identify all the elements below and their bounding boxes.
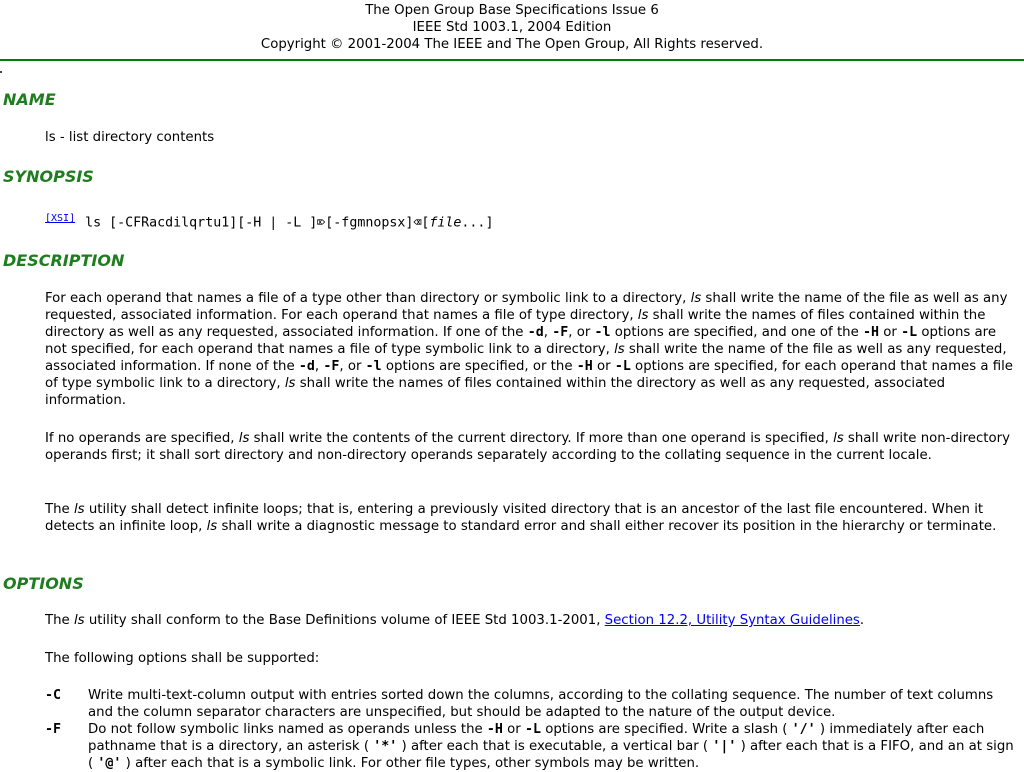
header-line-2: IEEE Std 1003.1, 2004 Edition — [412, 20, 612, 35]
description-paragraph-2: If no operands are specified, ls shall write the contents of the current directory. If more than one operand is specified, ls shall write non-directory operands first; it shall sort directory and non-directory operands separately according to the collating sequence in the current locale. — [45, 431, 1010, 463]
options-paragraph-1: The ls utility shall conform to the Base Definitions volume of IEEE Std 1003.1-2001, Section 12.2, Utility Syntax Guidelines. — [45, 613, 865, 628]
description-paragraph-1: For each operand that names a file of a type other than directory or symbolic link to a directory, ls shall write the name of the file as well as any requested, associated information. For each operand that names a file of type directory, ls shall write the names of files contained within the directory as well as any requested, associated information. If one of the -d, -F, or -l options are specified, and one of the -H or -L options are not specified, for each operand that names a file of type symbolic link to a directory, ls shall write the name of the file as well as any requested, associated information. If none of the -d, -F, or -l options are specified, or the -H or -L options are specified, for each operand that names a file of type symbolic link to a directory, ls shall write the names of files contained within the directory as well as any requested, associated information. — [45, 291, 1013, 408]
synopsis-command: [XSI] ls [-CFRacdilqrtu1][-H | -L ]⌦[-fgmnopsx]⌫[file...] — [45, 213, 494, 231]
description-paragraph-3: The ls utility shall detect infinite loops; that is, entering a previously visited directory that is an ancestor of the last file encountered. When it detects an infinite loop, ls shall write a diagnostic message to standard error and shall either recover its position in the hierarchy or terminate. — [45, 502, 997, 534]
synopsis-cmd: ls [-CFRacdilqrtu1][-H | -L ] — [85, 215, 318, 231]
options-paragraph-2: The following options shall be supported: — [45, 651, 320, 666]
margin-dot — [0, 71, 2, 73]
option-F — [45, 721, 1020, 772]
header-line-3: Copyright © 2001-2004 The IEEE and The Open Group, All Rights reserved. — [260, 37, 764, 52]
option-description: Write multi-text-column output with entries sorted down the columns, according to the collating sequence. The number of text columns and the column separator characters are unspecified, but should be adapted to the nature of the output device. — [88, 688, 994, 720]
option-flag: -F — [45, 722, 62, 737]
header-line-1: The Open Group Base Specifications Issue 6 — [365, 3, 659, 18]
option-flag: -C — [45, 688, 62, 703]
xsi-end-icon: ⌫ — [413, 215, 422, 231]
page-header — [0, 0, 1024, 53]
xsi-start-icon: ⌦ — [317, 215, 326, 231]
section-heading-options: OPTIONS — [3, 574, 84, 593]
header-divider — [0, 59, 1024, 61]
synopsis-xsi-opts: [-fgmnopsx] — [325, 215, 414, 231]
utility-syntax-guidelines-link[interactable]: Section 12.2, Utility Syntax Guidelines — [604, 613, 860, 628]
synopsis-file-arg: file — [429, 215, 462, 231]
xsi-margin-link[interactable]: [XSI] — [45, 213, 76, 224]
option-description: Do not follow symbolic links named as operands unless the -H or -L options are specified. Write a slash ( '/' ) immediately after each pathname that is a directory, an asterisk ( '*' ) after each that is executable, a vertical bar ( '|' ) after each that is a FIFO, and an at sign ( '@' ) after each that is a symbolic link. For other file types, other symbols may be written. — [88, 722, 1014, 771]
section-heading-description: DESCRIPTION — [3, 251, 125, 270]
option-C — [45, 687, 1020, 721]
section-heading-synopsis: SYNOPSIS — [3, 167, 94, 186]
section-heading-name: NAME — [3, 90, 56, 109]
name-text: ls - list directory contents — [45, 130, 215, 145]
